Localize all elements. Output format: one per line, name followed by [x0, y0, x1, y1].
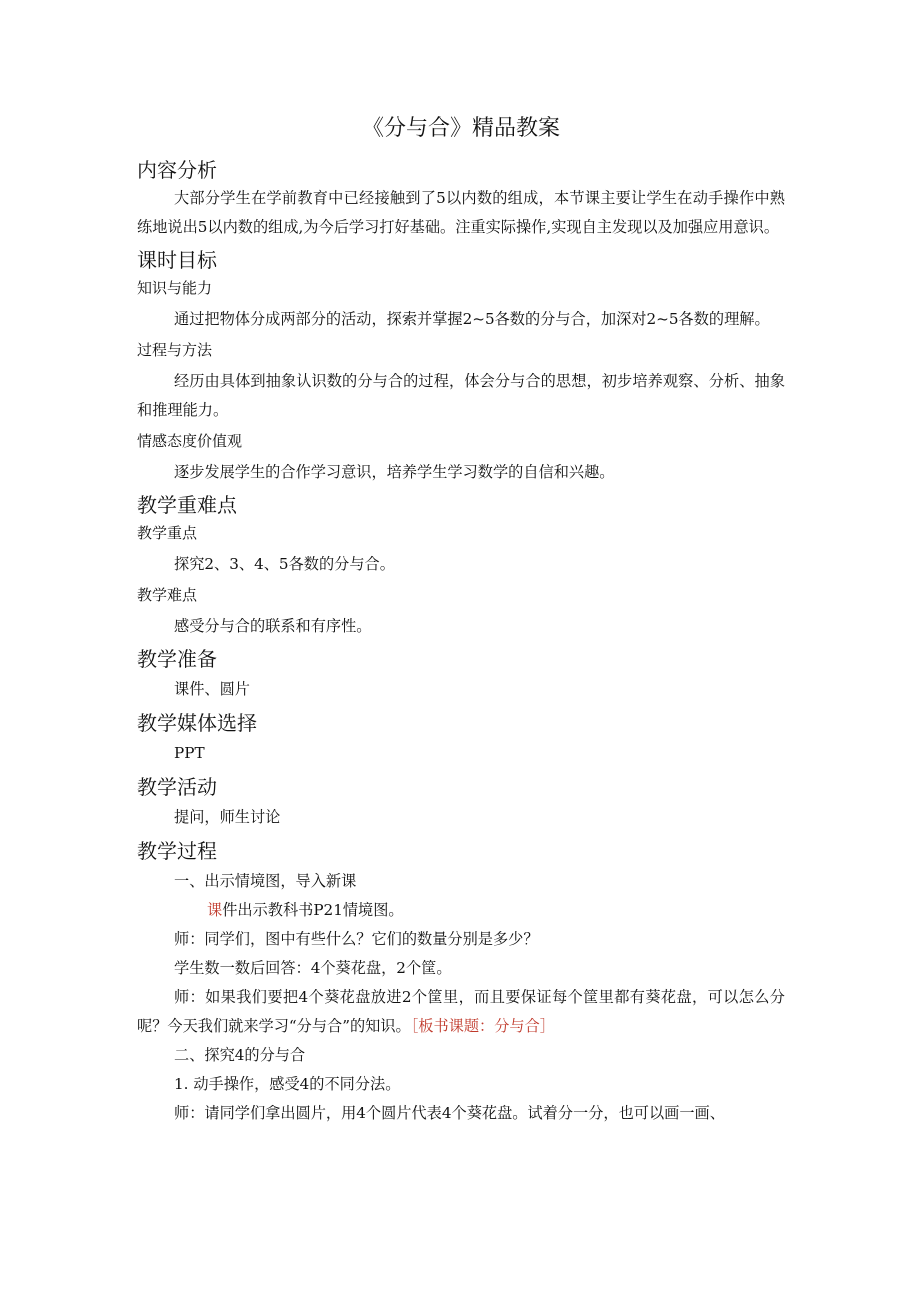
goal-process-text: 经历由具体到抽象认识数的分与合的过程，体会分与合的思想，初步培养观察、分析、抽象和推理能力。 — [137, 372, 785, 419]
intro-text: 师：如果我们要把4个葵花盘放进2个筐里，而且要保证每个筐里都有葵花盘，可以怎么分呢？今天我们就来学习“分与合”的知识。 — [137, 988, 785, 1035]
goal-emotion-label: 情感态度价值观 — [137, 432, 243, 450]
heading-content-analysis: 内容分析 — [137, 158, 217, 182]
key-point-label: 教学重点 — [137, 524, 198, 542]
courseware-mark: 课 — [207, 901, 223, 919]
heading-preparation: 教学准备 — [137, 647, 217, 671]
process-line-instruction: 师：请同学们拿出圆片，用4个圆片代表4个葵花盘。试着分一分，也可以画一画、 — [174, 1104, 725, 1122]
process-step-2: 二、探究4的分与合 — [174, 1046, 306, 1064]
content-analysis-text: 大部分学生在学前教育中已经接触到了5以内数的组成，本节课主要让学生在动手操作中熟练地说出5以内数的组成,为今后学习打好基础。注重实际操作,实现自主发现以及加强应用意识。 — [137, 189, 785, 236]
heading-goals: 课时目标 — [137, 248, 217, 272]
process-step-2-sub: 1. 动手操作，感受4的不同分法。 — [174, 1075, 401, 1093]
heading-key-points: 教学重难点 — [137, 493, 237, 517]
key-point-text: 探究2、3、4、5各数的分与合。 — [174, 555, 395, 573]
media-text: PPT — [174, 744, 205, 762]
difficult-point-text: 感受分与合的联系和有序性。 — [174, 617, 372, 635]
process-step-1: 一、出示情境图，导入新课 — [174, 872, 357, 890]
difficult-point-label: 教学难点 — [137, 586, 198, 604]
process-line-answer: 学生数一数后回答：4个葵花盘，2个筐。 — [174, 959, 452, 977]
courseware-text: 件出示教科书P21情境图。 — [222, 901, 404, 919]
process-line-question: 师：同学们，图中有些什么？它们的数量分别是多少？ — [174, 930, 539, 948]
goal-emotion-text: 逐步发展学生的合作学习意识，培养学生学习数学的自信和兴趣。 — [174, 463, 615, 481]
board-title-note: ［板书课题：分与合］ — [410, 1017, 555, 1035]
goal-process-label: 过程与方法 — [137, 341, 213, 359]
process-line-intro — [137, 983, 785, 1041]
goal-knowledge-label: 知识与能力 — [137, 279, 213, 297]
heading-media: 教学媒体选择 — [137, 711, 257, 735]
activity-text: 提问，师生讨论 — [174, 808, 281, 826]
heading-process: 教学过程 — [137, 839, 217, 863]
process-line-courseware — [137, 896, 785, 925]
preparation-text: 课件、圆片 — [174, 680, 250, 698]
document-title: 《分与合》精品教案 — [361, 116, 560, 141]
heading-activity: 教学活动 — [137, 775, 217, 799]
goal-knowledge-text: 通过把物体分成两部分的活动，探索并掌握2~5各数的分与合，加深对2~5各数的理解。 — [174, 310, 770, 328]
lesson-plan — [137, 112, 785, 1128]
